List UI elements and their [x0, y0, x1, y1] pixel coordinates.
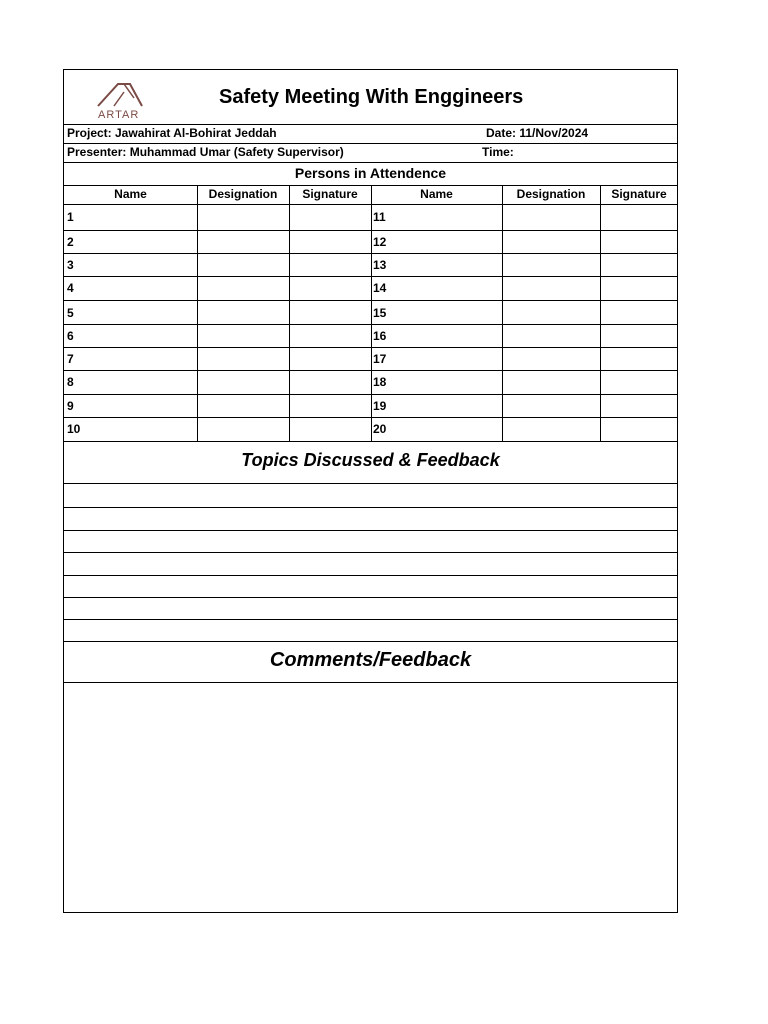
row-number: 6: [67, 329, 74, 343]
row-number: 13: [373, 258, 387, 272]
row-number: 18: [373, 375, 387, 389]
row-number: 1: [67, 210, 74, 224]
row-number: 3: [67, 258, 74, 272]
form-title: Safety Meeting With Enggineers: [219, 86, 524, 108]
artar-logo-mark-icon: [84, 78, 174, 110]
col-header-name-left: Name: [114, 187, 147, 201]
safety-meeting-form: [63, 69, 678, 913]
row-number: 5: [67, 306, 74, 320]
col-header-signature-left: Signature: [302, 187, 358, 201]
col-header-designation-left: Designation: [208, 187, 278, 201]
row-number: 16: [373, 329, 387, 343]
row-number: 12: [373, 235, 387, 249]
row-number: 8: [67, 375, 74, 389]
row-number: 10: [67, 422, 81, 436]
topics-title: Topics Discussed & Feedback: [241, 450, 500, 470]
col-header-signature-right: Signature: [611, 187, 667, 201]
row-number: 7: [67, 352, 74, 366]
row-number: 4: [67, 281, 74, 295]
col-header-name-right: Name: [420, 187, 453, 201]
logo-text: ARTAR: [98, 109, 140, 121]
row-number: 9: [67, 399, 74, 413]
row-number: 20: [373, 422, 387, 436]
row-number: 14: [373, 281, 387, 295]
comments-title: Comments/Feedback: [269, 649, 472, 671]
col-header-designation-right: Designation: [516, 187, 586, 201]
attendance-title: Persons in Attendence: [294, 165, 447, 181]
artar-logo: [84, 78, 174, 122]
presenter-field: Presenter: Muhammad Umar (Safety Supervisor): [67, 145, 344, 159]
row-number: 17: [373, 352, 387, 366]
time-field: Time:: [482, 145, 514, 159]
date-field: Date: 11/Nov/2024: [486, 126, 589, 140]
project-field: Project: Jawahirat Al-Bohirat Jeddah: [67, 126, 277, 140]
row-number: 15: [373, 306, 387, 320]
row-number: 19: [373, 399, 387, 413]
row-number: 11: [373, 210, 386, 224]
row-number: 2: [67, 235, 74, 249]
